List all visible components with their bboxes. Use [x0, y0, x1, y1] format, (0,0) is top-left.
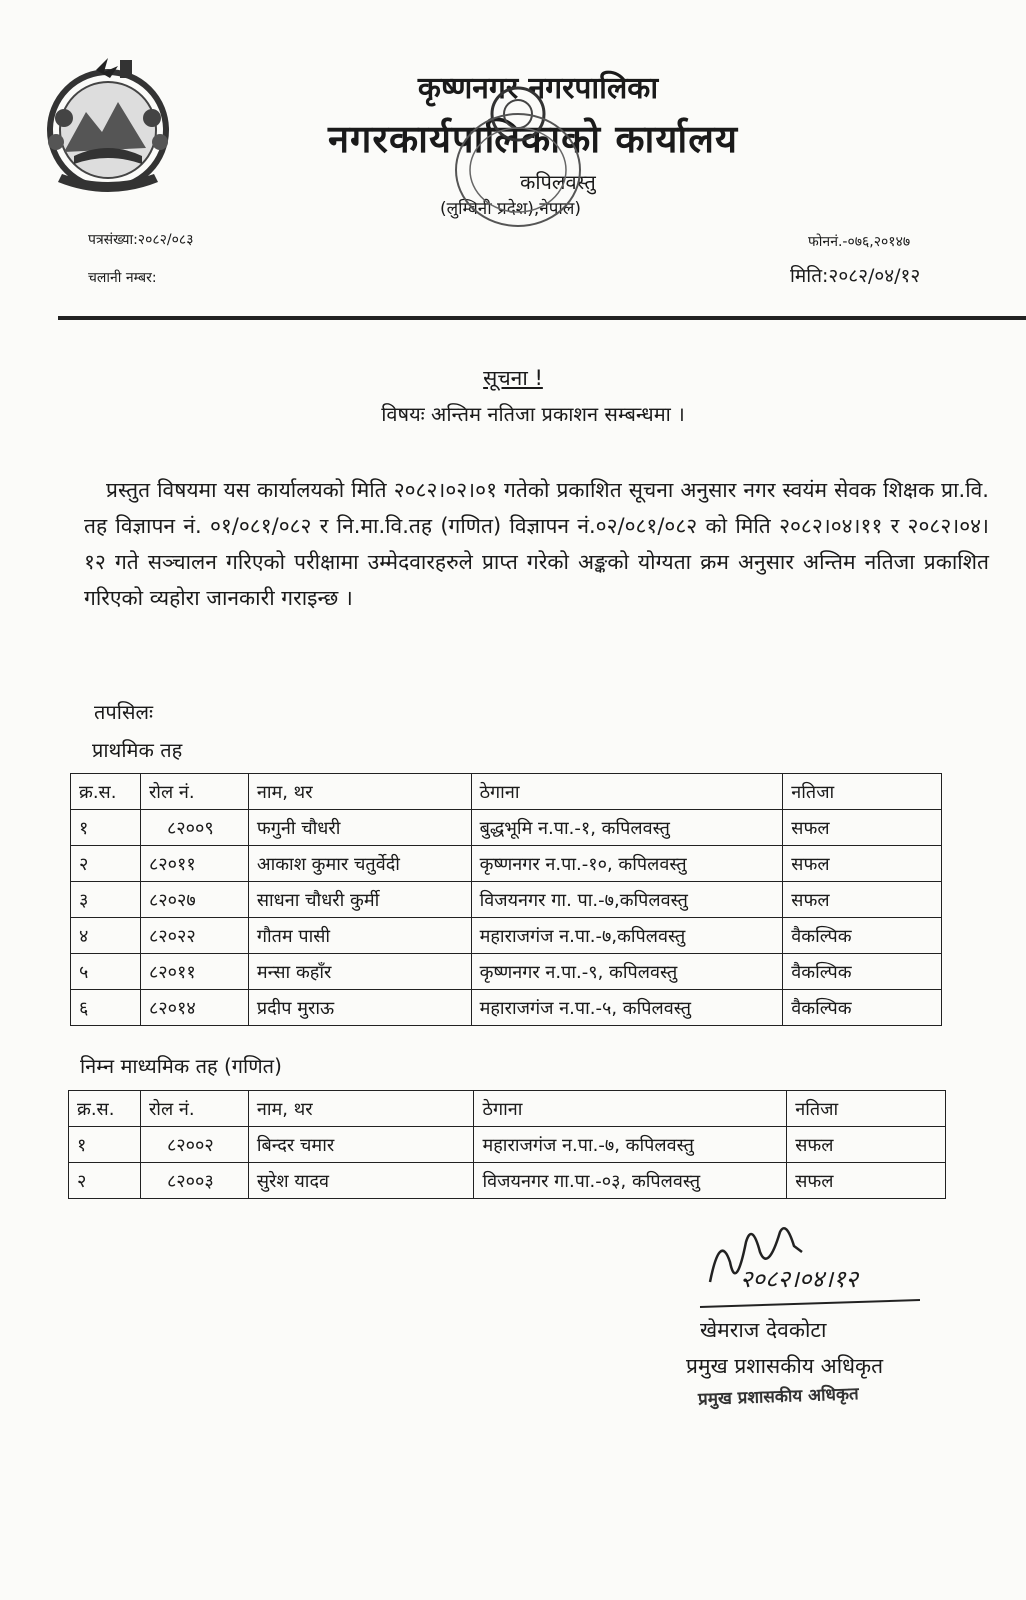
cell: ८२०११: [140, 954, 248, 990]
cell: २: [71, 846, 141, 882]
col-result: नतिजा: [787, 1091, 946, 1127]
col-serial: क्र.स.: [69, 1091, 141, 1127]
cell: महाराजगंज न.पा.-७,कपिलवस्तु: [471, 918, 783, 954]
lower-secondary-title: निम्न माध्यमिक तह (गणित): [80, 1054, 282, 1078]
cell: ६: [71, 990, 141, 1026]
cell: आकाश कुमार चतुर्वेदी: [248, 846, 471, 882]
cell: ८२०११: [140, 846, 248, 882]
table-row: [71, 882, 942, 918]
col-serial: क्र.स.: [71, 774, 141, 810]
cell: १: [69, 1127, 141, 1163]
cell: सफल: [787, 1127, 946, 1163]
province-name: (लुम्बिनी प्रदेश),नेपाल): [440, 199, 581, 219]
cell: कृष्णनगर न.पा.-९, कपिलवस्तु: [471, 954, 783, 990]
cell: सुरेश यादव: [248, 1163, 474, 1199]
cell: सफल: [783, 846, 942, 882]
signatory-name: खेमराज देवकोटा: [700, 1318, 827, 1342]
notice-subject: विषयः अन्तिम नतिजा प्रकाशन सम्बन्धमा ।: [381, 402, 685, 426]
cell: ४: [71, 918, 141, 954]
cell: ८२००३: [140, 1163, 248, 1199]
cell: बिन्दर चमार: [248, 1127, 474, 1163]
cell: प्रदीप मुराऊ: [248, 990, 471, 1026]
cell: वैकल्पिक: [783, 990, 942, 1026]
cell: ८२००२: [140, 1127, 248, 1163]
table-row: [71, 990, 942, 1026]
table-header-row: [71, 774, 942, 810]
office-seal-stamp: [448, 80, 588, 230]
col-result: नतिजा: [783, 774, 942, 810]
notice-body: प्रस्तुत विषयमा यस कार्यालयको मिति २०८२।०२।०१ गतेको प्रकाशित सूचना अनुसार नगर स्वयंम सेवक शिक्षक प्रा.वि. तह विज्ञापन नं. ०१/०८१/०८२ र नि.मा.वि.तह (गणित) विज्ञापन नं.०२/०८१/०८२ को मिति २०८२।०४।११ र २०८२।०४।१२ गते सञ्चालन गरिएको परीक्षामा उम्मेदवारहरुले प्राप्त गरेको अङ्कको योग्यता क्रम अनुसार अन्तिम नतिजा प्रकाशित गरिएको व्यहोरा जानकारी गराइन्छ ।: [84, 478, 989, 610]
designation-stamp: प्रमुख प्रशासकीय अधिकृत: [697, 1384, 859, 1410]
municipality-name: कृष्णनगर नगरपालिका: [417, 71, 659, 106]
cell: वैकल्पिक: [783, 954, 942, 990]
cell: सफल: [783, 882, 942, 918]
cell: गौतम पासी: [248, 918, 471, 954]
cell: विजयनगर गा. पा.-७,कपिलवस्तु: [471, 882, 783, 918]
cell: सफल: [787, 1163, 946, 1199]
cell: विजयनगर गा.पा.-०३, कपिलवस्तु: [474, 1163, 787, 1199]
notice-heading-text: सूचना !: [483, 366, 543, 390]
table-row: [71, 846, 942, 882]
col-name: नाम, थर: [248, 774, 471, 810]
notice-heading: [0, 364, 1026, 392]
cell: महाराजगंज न.पा.-५, कपिलवस्तु: [471, 990, 783, 1026]
primary-results-table: [70, 773, 942, 1026]
cell: मन्सा कहाँर: [248, 954, 471, 990]
cell: कृष्णनगर न.पा.-१०, कपिलवस्तु: [471, 846, 783, 882]
table-row: [71, 918, 942, 954]
phone-number: फोननं.-०७६,२०१४७: [808, 234, 911, 250]
primary-level-title: प्राथमिक तह: [92, 738, 183, 762]
cell: २: [69, 1163, 141, 1199]
cell: महाराजगंज न.पा.-७, कपिलवस्तु: [474, 1127, 787, 1163]
cell: १: [71, 810, 141, 846]
table-header-row: [69, 1091, 946, 1127]
cell: साधना चौधरी कुर्मी: [248, 882, 471, 918]
district-name: कपिलवस्तु: [520, 170, 596, 194]
cell: फगुनी चौधरी: [248, 810, 471, 846]
signatory-title: प्रमुख प्रशासकीय अधिकृत: [686, 1354, 884, 1378]
cell: ५: [71, 954, 141, 990]
table-row: [71, 954, 942, 990]
header-divider: [58, 316, 1026, 320]
cell: बुद्धभूमि न.पा.-१, कपिलवस्तु: [471, 810, 783, 846]
table-row: [69, 1127, 946, 1163]
col-roll: रोल नं.: [140, 774, 248, 810]
letter-number: पत्रसंख्या:२०८२/०८३: [88, 232, 194, 248]
cell: वैकल्पिक: [783, 918, 942, 954]
cell: ३: [71, 882, 141, 918]
cell: ८२००९: [140, 810, 248, 846]
col-address: ठेगाना: [471, 774, 783, 810]
document-date: मिति:२०८२/०४/१२: [790, 265, 921, 287]
cell: ८२०२२: [140, 918, 248, 954]
col-roll: रोल नं.: [140, 1091, 248, 1127]
details-label: तपसिलः: [94, 700, 154, 724]
signature-date: २०८२।०४।१२: [740, 1265, 859, 1293]
col-address: ठेगाना: [474, 1091, 787, 1127]
lower-secondary-results-table: [68, 1090, 946, 1199]
dispatch-number: चलानी नम्बर:: [88, 270, 157, 286]
col-name: नाम, थर: [248, 1091, 474, 1127]
office-name: नगरकार्यपालिकाको कार्यालय: [327, 117, 739, 161]
cell: ८२०१४: [140, 990, 248, 1026]
table-row: [71, 810, 942, 846]
table-row: [69, 1163, 946, 1199]
cell: ८२०२७: [140, 882, 248, 918]
cell: सफल: [783, 810, 942, 846]
